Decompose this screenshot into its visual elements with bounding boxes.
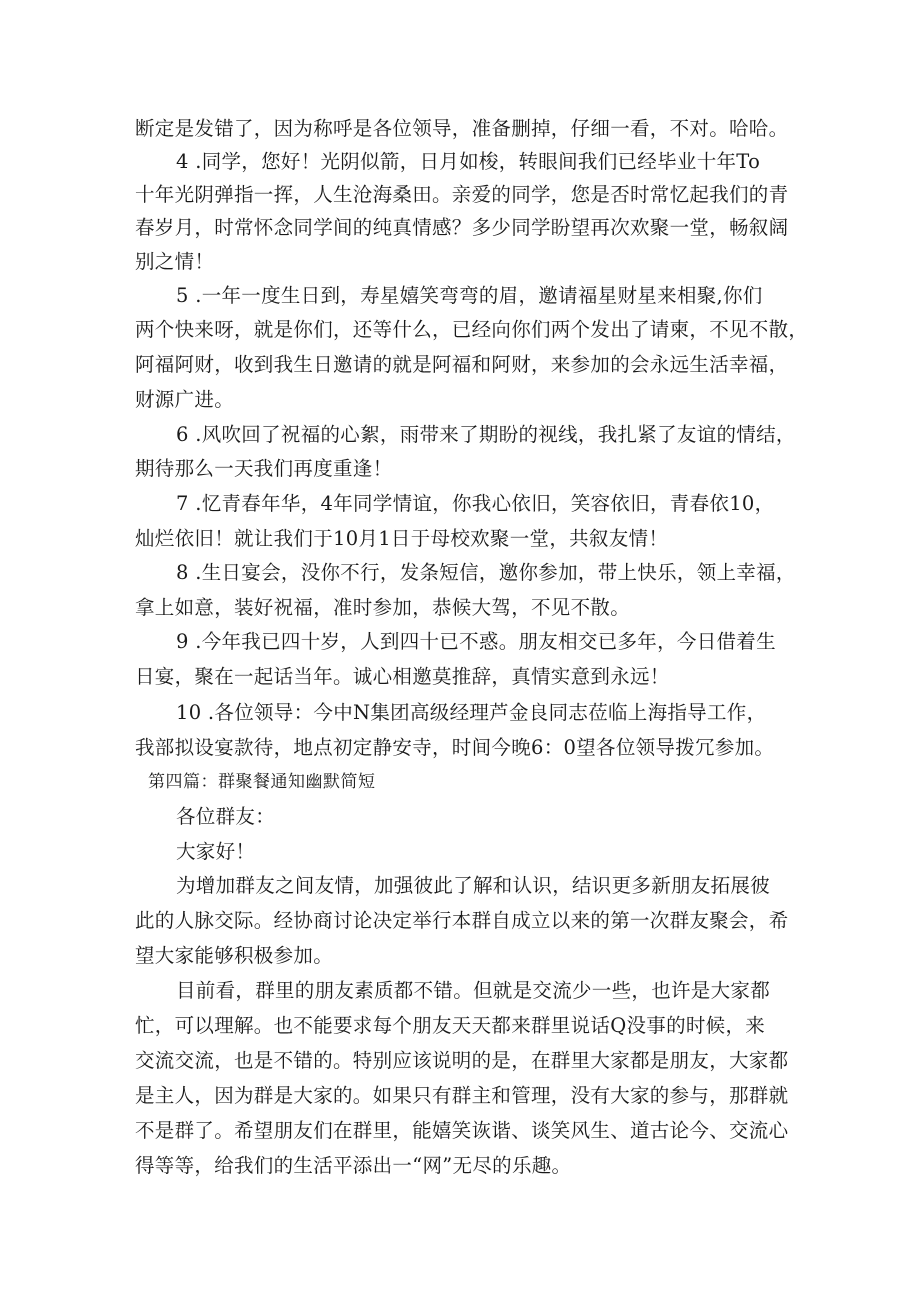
text-line: 财源广进。 [135,388,235,411]
text-line: 两个快来呀，就是你们，还等什么，已经向你们两个发出了请柬，不见不散， [135,318,809,341]
paragraph-line: 得等等，给我们的生活平添出一“网”无尽的乐趣。 [135,1154,572,1177]
paragraph-line: 不是群了。希望朋友们在群里，能嬉笑诙谐、谈笑风生、道古论今、交流心 [135,1119,789,1142]
list-item-7: 7 .忆青春年华，4年同学情谊，你我心依旧，笑容依旧，青春依10， [176,492,775,515]
paragraph-line: 忙，可以理解。也不能要求每个朋友天天都来群里说话Q没事的时候，来 [135,1014,766,1037]
list-item-5: 5 .一年一度生日到，寿星嬉笑弯弯的眉，邀请福星财星来相聚,你们 [176,284,763,307]
text-line: 十年光阴弹指一挥，人生沧海桑田。亲爱的同学，您是否时常忆起我们的青 [135,183,789,206]
paragraph-line: 是主人，因为群是大家的。如果只有群主和管理，没有大家的参与，那群就 [135,1084,789,1107]
list-item-8: 8 .生日宴会，没你不行，发条短信，邀你参加，带上快乐，领上幸福， [176,561,796,584]
text-line: 我部拟设宴款待，地点初定静安寺，时间今晚6：0望各位领导拨冗参加。 [135,736,775,759]
salutation: 各位群友： [176,805,276,828]
list-item-6: 6 .风吹回了祝福的心絮，雨带来了期盼的视线，我扎紧了友谊的情结， [176,423,796,446]
paragraph-line: 目前看，群里的朋友素质都不错。但就是交流少一些，也许是大家都 [176,979,771,1002]
text-line: 断定是发错了，因为称呼是各位领导，准备删掉，仔细一看，不对。哈哈。 [135,117,789,140]
text-line: 春岁月，时常怀念同学间的纯真情感？多少同学盼望再次欢聚一堂，畅叙阔 [135,216,789,239]
text-line: 期待那么一天我们再度重逢！ [135,457,393,480]
text-line: 拿上如意，装好祝福，准时参加，恭候大驾，不见不散。 [135,596,631,619]
list-item-9: 9 .今年我已四十岁，人到四十已不惑。朋友相交已多年，今日借着生 [176,630,776,653]
list-item-4: 4 .同学，您好！光阴似箭，日月如梭，转眼间我们已经毕业十年To [176,150,761,173]
paragraph-line: 望大家能够积极参加。 [135,944,334,967]
greeting: 大家好！ [176,840,256,863]
paragraph-line: 为增加群友之间友情，加强彼此了解和认识，结识更多新朋友拓展彼 [176,874,771,897]
section-heading: 第四篇：群聚餐通知幽默简短 [148,772,376,792]
text-line: 日宴，聚在一起话当年。诚心相邀莫推辞，真情实意到永远！ [135,665,670,688]
list-item-10: 10 .各位领导：今中N集团高级经理芦金良同志莅临上海指导工作， [176,701,767,724]
text-line: 灿烂依旧！就让我们于10月1日于母校欢聚一堂，共叙友情！ [135,527,669,550]
paragraph-line: 交流交流，也是不错的。特别应该说明的是，在群里大家都是朋友，大家都 [135,1049,789,1072]
text-line: 别之情！ [135,250,215,273]
paragraph-line: 此的人脉交际。经协商讨论决定举行本群自成立以来的第一次群友聚会，希 [135,909,789,932]
text-line: 阿福阿财，收到我生日邀请的就是阿福和阿财，来参加的会永远生活幸福， [135,353,789,376]
